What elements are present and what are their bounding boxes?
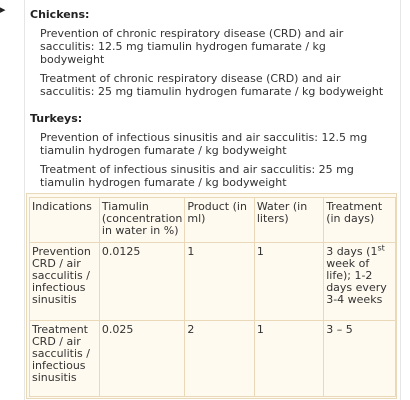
turkeys-heading: Turkeys: xyxy=(30,112,83,125)
cell-water: 1 xyxy=(254,321,323,397)
cell-indication: Prevention CRD / air sacculitis / infectious sinusitis xyxy=(30,243,100,321)
dosage-section xyxy=(30,4,390,195)
dosage-table xyxy=(29,197,396,397)
cell-treatment xyxy=(324,243,396,321)
page-marker: ▸ xyxy=(0,3,6,16)
ordinal-suffix: st xyxy=(377,243,385,253)
cell-indication: Treatment CRD / air sacculitis / infectious sinusitis xyxy=(30,321,100,397)
turkeys-treatment-text: Treatment of infectious sinusitis and air sacculitis: 25 mg tiamulin hydrogen fumarate / kg bodyweight xyxy=(40,163,354,189)
table-header-row xyxy=(30,198,396,243)
left-divider xyxy=(24,0,25,400)
chickens-prevention-text: Prevention of chronic respiratory disease (CRD) and air sacculitis: 12.5 mg tiamulin hydrogen fumarate / kg bodyweight xyxy=(40,27,344,66)
header-treatment: Treatment (in days) xyxy=(324,198,396,243)
cell-treatment: 3 – 5 xyxy=(324,321,396,397)
cell-product: 2 xyxy=(185,321,255,397)
turkeys-prevention-text: Prevention of infectious sinusitis and air sacculitis: 12.5 mg tiamulin hydrogen fumarate / kg bodyweight xyxy=(40,131,368,157)
cell-water: 1 xyxy=(254,243,323,321)
header-water: Water (in liters) xyxy=(254,198,323,243)
header-product: Product (in ml) xyxy=(185,198,255,243)
cell-product: 1 xyxy=(185,243,255,321)
table-row xyxy=(30,243,396,321)
cell-tiamulin: 0.0125 xyxy=(99,243,184,321)
cell-tiamulin: 0.025 xyxy=(99,321,184,397)
chickens-treatment-text: Treatment of chronic respiratory disease (CRD) and air sacculitis: 25 mg tiamulin hydrogen fumarate / kg bodyweight xyxy=(40,72,384,98)
header-tiamulin: Tiamulin (concentration in water in %) xyxy=(99,198,184,243)
treatment-text-start: 3 days (1 xyxy=(326,245,378,258)
chickens-heading: Chickens: xyxy=(30,8,90,21)
right-divider xyxy=(400,0,401,400)
header-indications: Indications xyxy=(30,198,100,243)
treatment-text-end: week of life); 1-2 days every 3-4 weeks xyxy=(326,257,387,306)
dosage-table-box xyxy=(26,193,397,399)
table-row xyxy=(30,321,396,397)
